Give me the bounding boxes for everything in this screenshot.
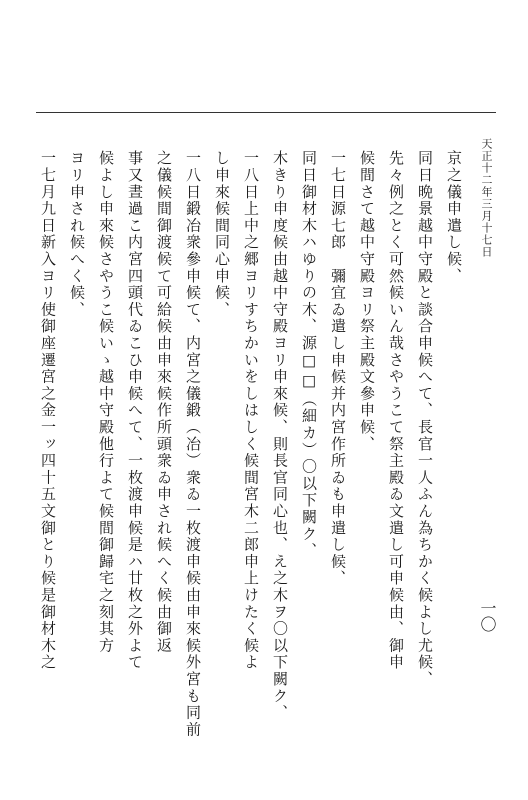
text-line-10: 一八日鍛冶衆參申候て、内宮之儀鍛（冶）衆ゐ一枚渡申候由申來候外宮も同前: [184, 150, 202, 738]
text-line-1: 京之儀申遣し候、: [445, 150, 463, 285]
text-line-3: 先々例之とく可然候いん哉さやうこて祭主殿ゐ文遣し可申候由、御申: [387, 150, 405, 671]
text-line-12: 事又晝過こ内宮四頭代ゐこひ申候へて、一枚渡申候是ハ廿枚之外よて: [126, 150, 144, 671]
text-line-9: し申來候間同心申候、: [213, 150, 231, 318]
text-line-13: 候よし申來候さやうこ候いゝ越中守殿他行よて候間御歸宅之刻其方: [97, 150, 115, 654]
text-line-4: 候間さて越中守殿ヨリ祭主殿文參申候、: [358, 150, 376, 453]
header-rule: [36, 112, 496, 113]
text-line-5: 一七日源七郎 彌宜ゐ遣し申候并内宮作所ゐも申遣し候、: [329, 150, 347, 587]
text-line-15: 一七月九日新入ヨリ使御座遷宮之金一ッ四十五文御とり候是御材木之: [39, 150, 57, 671]
text-line-7: 木きり申度候由越中守殿ヨリ申來候、則長官同心也、え之木ヲ〇以下闕ク、: [271, 150, 289, 722]
text-line-6: 同日御材木ハゆりの木、源□□（細カ）〇以下闕ク、: [300, 150, 318, 560]
running-title: 天正十二年三月十七日: [480, 138, 493, 258]
page-number: 一〇: [478, 600, 497, 632]
text-line-14: ヨリ申され候へく候、: [68, 150, 86, 318]
text-line-8: 一八日上中之郷ヨリすちかいをしはしく候間宮木二郎申上けたく候よ: [242, 150, 260, 671]
text-line-11: 之儀候間御渡候て可給候由申來候作所頭衆ゐ申され候へく候由御返: [155, 150, 173, 654]
text-line-2: 同日晩景越中守殿と談合申候へて、長官一人ふん為ちかく候よし尤候、: [416, 150, 434, 688]
